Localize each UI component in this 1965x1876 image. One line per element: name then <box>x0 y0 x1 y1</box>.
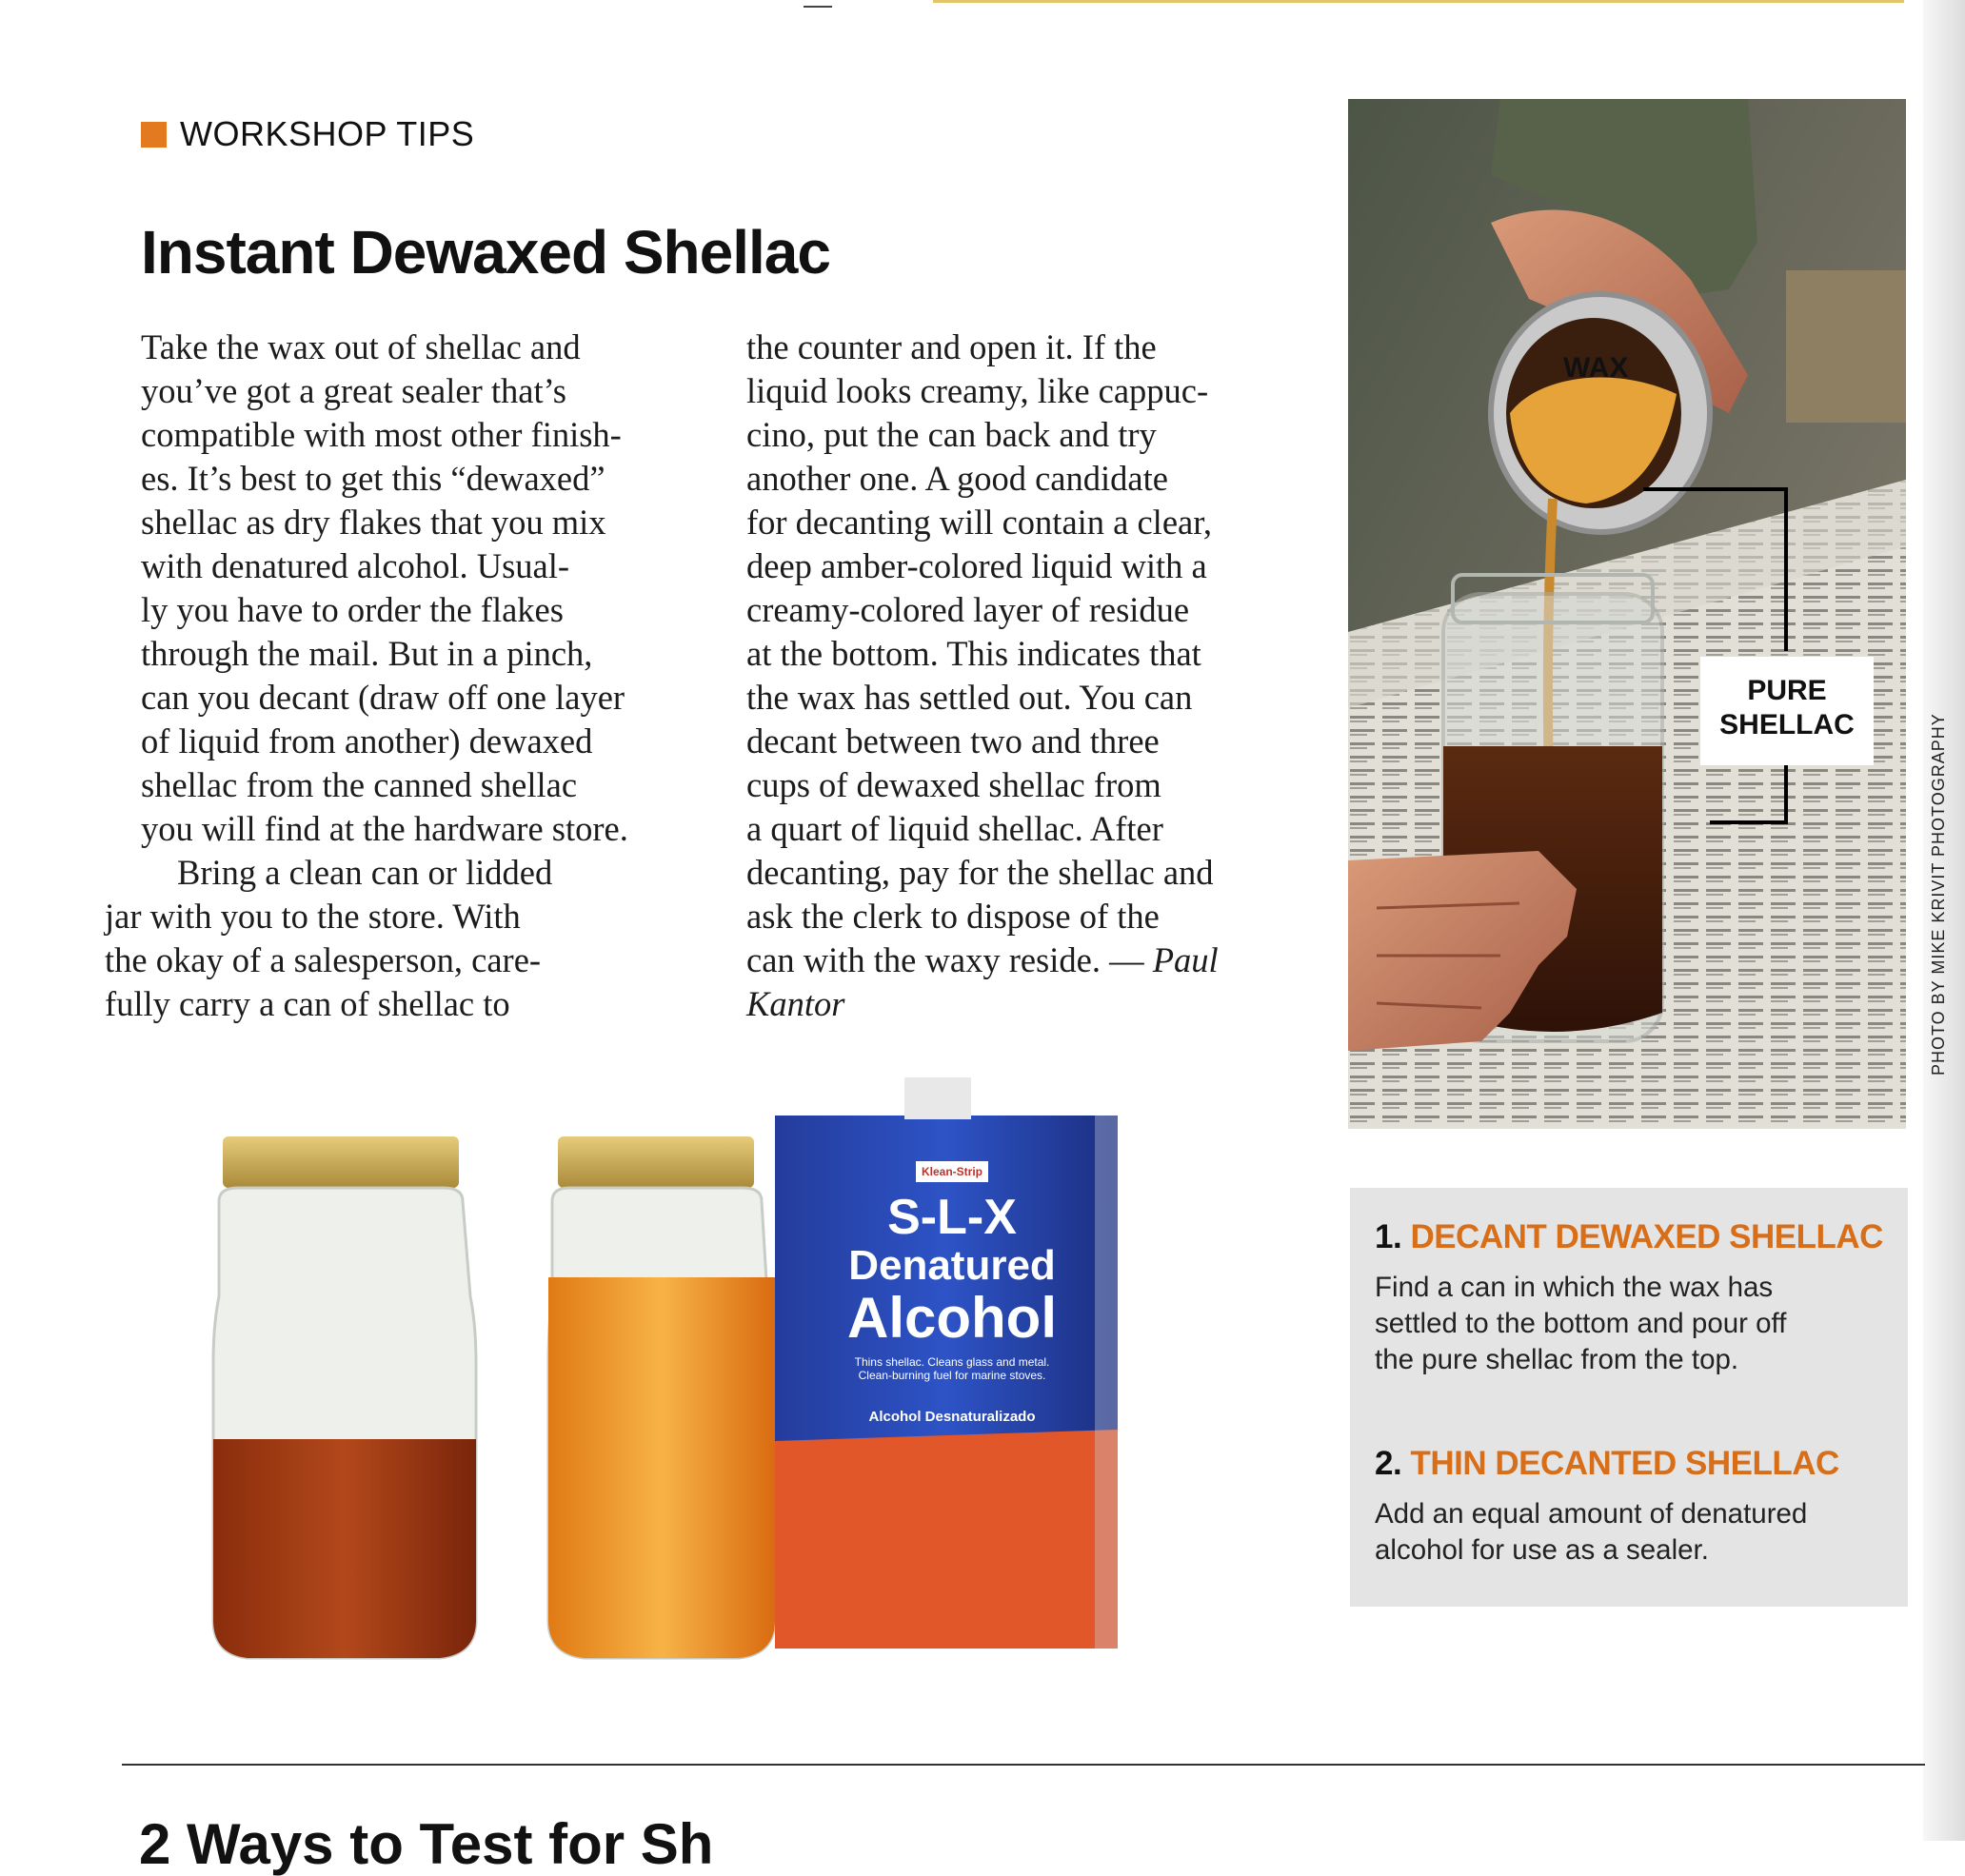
text-line: with denatured alcohol. Usual- <box>141 546 570 585</box>
callout-pure-line1: PURE <box>1747 675 1827 706</box>
text-line: Bring a clean can or lidded <box>177 853 553 892</box>
step-2-line: Add an equal amount of denatured <box>1375 1498 1808 1530</box>
step-2-line: alcohol for use as a sealer. <box>1375 1534 1709 1566</box>
text-line: decant between two and three <box>746 721 1160 760</box>
text-line: for decanting will contain a clear, <box>746 503 1213 542</box>
paragraph-1 <box>141 326 731 851</box>
can-tagline-1: Thins shellac. Cleans glass and metal. <box>854 1355 1050 1369</box>
text-line: jar with you to the store. With <box>105 897 521 936</box>
text-line: through the mail. But in a pinch, <box>141 634 593 673</box>
callout-pure-line2: SHELLAC <box>1719 709 1855 741</box>
step-1-heading: DECANT DEWAXED SHELLAC <box>1410 1218 1883 1255</box>
step-1 <box>1375 1218 1889 1378</box>
text-line: of liquid from another) dewaxed <box>141 721 593 760</box>
can-spanish: Alcohol Desnaturalizado <box>868 1409 1036 1425</box>
step-1-title <box>1375 1218 1889 1256</box>
top-rule <box>933 0 1904 3</box>
photo-jars-and-can <box>200 1077 1190 1687</box>
text-line: can you decant (draw off one layer <box>141 678 625 717</box>
text-line: compatible with most other finish- <box>141 415 622 454</box>
can-line2: Alcohol <box>847 1286 1057 1350</box>
sidebar-steps <box>1350 1188 1908 1607</box>
paragraph-2-continued <box>746 326 1337 1026</box>
step-1-line: settled to the bottom and pour off <box>1375 1308 1787 1339</box>
text-line: a quart of liquid shellac. After <box>746 809 1163 848</box>
next-article-title-partial: 2 Ways to Test for Sh <box>139 1812 714 1876</box>
text-line: fully carry a can of shellac to <box>105 984 510 1023</box>
can-tagline-2: Clean-burning fuel for marine stoves. <box>858 1369 1046 1382</box>
text-line: you will find at the hardware store. <box>141 809 628 848</box>
step-1-line: the pure shellac from the top. <box>1375 1344 1739 1375</box>
step-2 <box>1375 1445 1889 1569</box>
photo-pouring-shellac <box>1348 99 1906 1129</box>
step-2-number: 2. <box>1375 1445 1402 1482</box>
text-line: the wax has settled out. You can <box>746 678 1193 717</box>
text-line: creamy-colored layer of residue <box>746 590 1190 629</box>
step-2-body <box>1375 1496 1889 1569</box>
article-column-1 <box>105 326 731 1026</box>
can-brand: Klean-Strip <box>916 1161 988 1182</box>
can-label <box>819 1116 1085 1425</box>
text-line: the okay of a salesperson, care- <box>105 940 542 979</box>
top-rule-mark <box>804 6 832 8</box>
text-line: deep amber-colored liquid with a <box>746 546 1207 585</box>
can-line1: Denatured <box>848 1242 1056 1289</box>
paragraph-2 <box>105 851 731 1026</box>
can-product: S-L-X <box>887 1190 1017 1245</box>
text-line: cups of dewaxed shellac from <box>746 765 1161 804</box>
photo-credit: PHOTO BY MIKE KRIVIT PHOTOGRAPHY <box>1929 713 1948 1076</box>
step-1-body <box>1375 1270 1889 1378</box>
text-line: Take the wax out of shellac and <box>141 327 581 366</box>
step-1-line: Find a can in which the wax has <box>1375 1272 1774 1303</box>
callout-wax: WAX <box>1563 352 1629 384</box>
text-line: es. It’s best to get this “dewaxed” <box>141 459 605 498</box>
callout-pure-shellac <box>1700 657 1874 765</box>
step-2-title <box>1375 1445 1889 1483</box>
step-2-heading: THIN DECANTED SHELLAC <box>1410 1445 1839 1482</box>
text-line: the counter and open it. If the <box>746 327 1157 366</box>
section-square-icon <box>141 122 167 148</box>
article-title: Instant Dewaxed Shellac <box>141 218 830 286</box>
step-1-number: 1. <box>1375 1218 1402 1255</box>
article-column-2 <box>746 326 1337 1026</box>
section-label-text: WORKSHOP TIPS <box>180 114 475 153</box>
text-line: cino, put the can back and try <box>746 415 1157 454</box>
text-line: another one. A good candidate <box>746 459 1168 498</box>
byline-first: Paul <box>1152 940 1219 979</box>
text-line: shellac from the canned shellac <box>141 765 578 804</box>
text-line: shellac as dry flakes that you mix <box>141 503 606 542</box>
text-line: ly you have to order the flakes <box>141 590 564 629</box>
text-line: decanting, pay for the shellac and <box>746 853 1214 892</box>
section-label <box>141 114 474 154</box>
text-line: liquid looks creamy, like cappuc- <box>746 371 1209 410</box>
text-line: you’ve got a great sealer that’s <box>141 371 566 410</box>
byline-last: Kantor <box>746 984 845 1023</box>
bottom-rule <box>122 1764 1925 1766</box>
text-line: can with the waxy reside. — <box>746 940 1153 979</box>
text-line: ask the clerk to dispose of the <box>746 897 1160 936</box>
text-line: at the bottom. This indicates that <box>746 634 1201 673</box>
